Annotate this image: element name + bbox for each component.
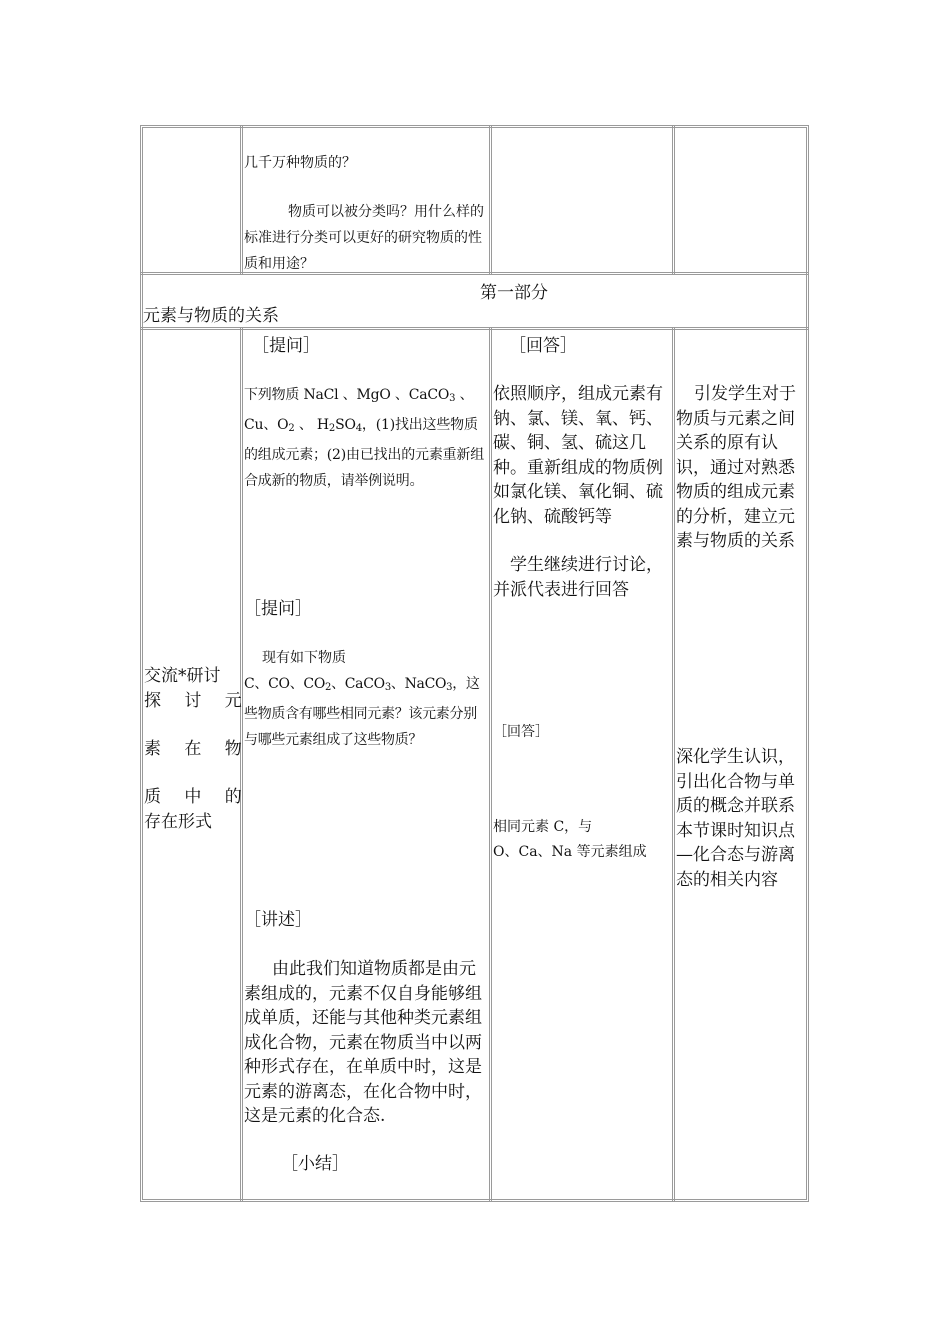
activity-line-3: 素 在 物: [144, 739, 251, 759]
row1-question-paragraph: 物质可以被分类吗？用什么样的标准进行分类可以更好的研究物质的性质和用途？: [244, 204, 484, 272]
answer-2-line-2: O、Ca、Na 等元素组成: [493, 844, 647, 860]
summary-label: ［小结］: [281, 1154, 349, 1174]
col-divider-2a: [489, 125, 492, 275]
answer-2-line-1: 相同元素 C，与: [493, 819, 593, 835]
activity-line-1: 交流*研讨: [144, 666, 221, 686]
intent-1-text: 引发学生对于物质与元素之间关系的原有认识，通过对熟悉物质的组成元素的分析，建立元素与物质的关系: [676, 384, 796, 551]
activity-line-4: 质 中 的: [144, 787, 251, 807]
section-title: 第一部分: [480, 283, 548, 303]
question-2: C、CO、$CO_2$、CaCO$_3$、NaCO$_3$，这些物质含有哪些相同元素？该元素分别与哪些元素组成了这些物质？: [244, 676, 480, 748]
activity-line-5: 存在形式: [144, 812, 212, 832]
col-divider-1b: [240, 327, 243, 1202]
ask-label-1: ［提问］: [252, 336, 320, 356]
col-divider-1a: [240, 125, 243, 275]
answer-1-text: 依照顺序，组成元素有钠、氯、镁、氧、钙、碳、铜、氢、硫这几种。重新组成的物质例如氯化镁、氧化铜、硫化钠、硫酸钙等: [493, 384, 663, 527]
section-subtitle: 元素与物质的关系: [143, 306, 279, 326]
ask-label-2: ［提问］: [244, 599, 312, 619]
answer-label-2: ［回答］: [493, 724, 549, 740]
answer-label-1: ［回答］: [509, 336, 577, 356]
question-2-intro: 现有如下物质: [262, 650, 346, 666]
discussion-text: 学生继续进行讨论，并派代表进行回答: [493, 555, 663, 600]
intent-2-text: 深化学生认识，引出化合物与单质的概念并联系本节课时知识点—化合态与游离态的相关内容: [676, 747, 795, 890]
col-divider-3a: [672, 125, 675, 275]
narrate-label: ［讲述］: [244, 910, 312, 930]
row1-text-line: 几千万种物质的？: [244, 155, 356, 171]
question-1: 下列物质 NaCl 、MgO 、CaCO$_3$ 、Cu、$O_2$ 、 $H_2SO_4$，(1)找出这些物质的组成元素；(2)由已找出的元素重新组合成新的物质，请举例说明。: [244, 387, 485, 489]
activity-line-2: 探 讨 元: [144, 691, 251, 711]
narrate-paragraph: 由此我们知道物质都是由元素组成的，元素不仅自身能够组成单质，还能与其他种类元素组成化合物，元素在物质当中以两种形式存在，在单质中时，这是元素的游离态，在化合物中时，这是元素的化合态.: [244, 959, 482, 1126]
